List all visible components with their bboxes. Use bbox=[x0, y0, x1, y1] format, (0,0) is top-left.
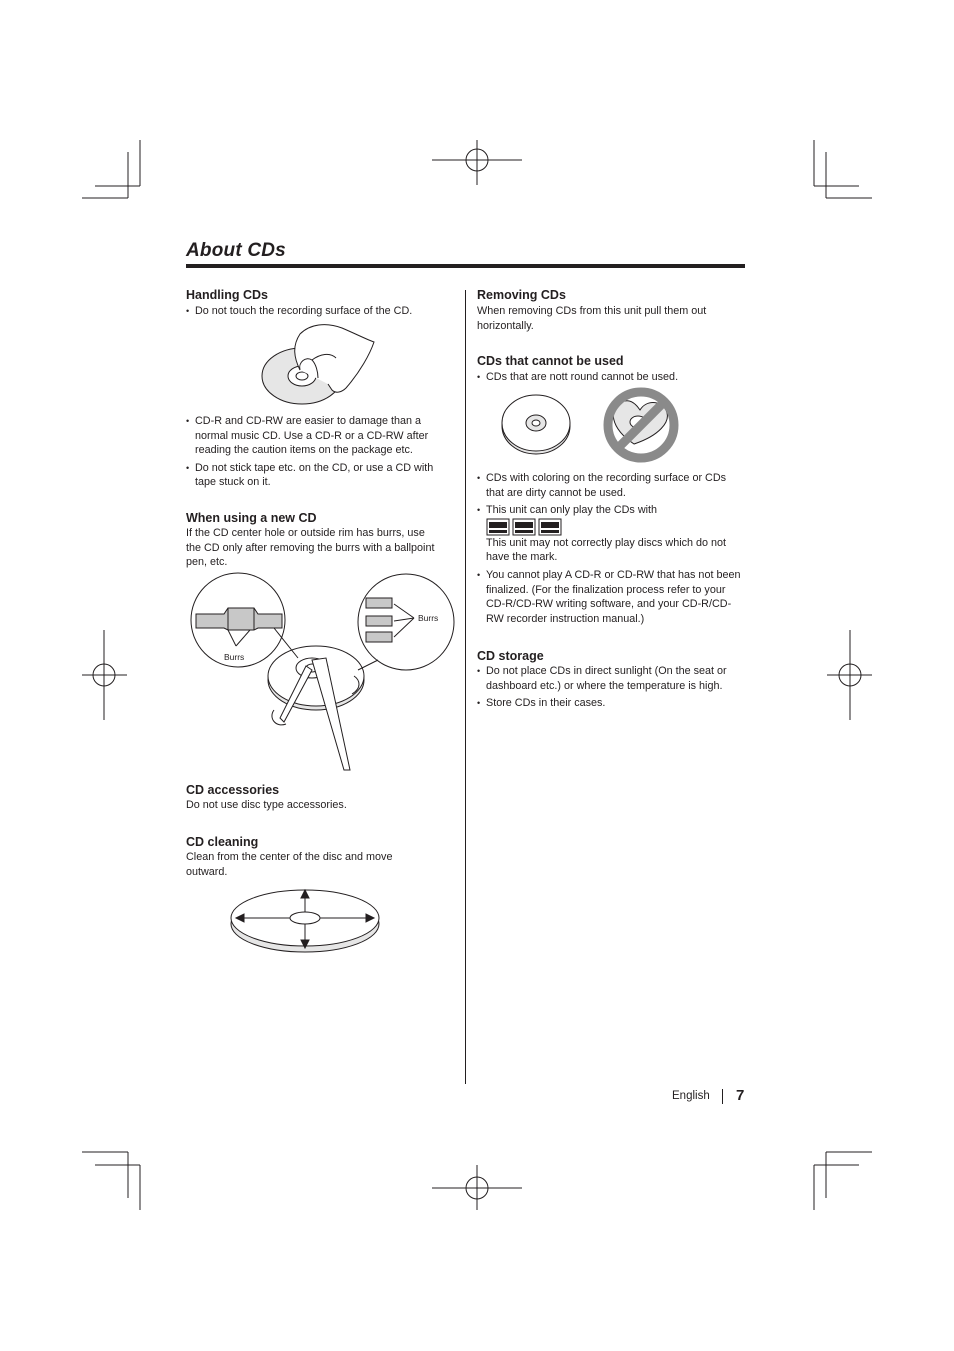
burrs-label-left: Burrs bbox=[224, 652, 245, 662]
cannot-list-1 bbox=[477, 370, 745, 388]
play-note: This unit may not correctly play discs which do not have the mark. bbox=[486, 536, 727, 564]
heading-cleaning: CD cleaning bbox=[186, 835, 259, 849]
accessories-text: Do not use disc type accessories. bbox=[186, 799, 347, 811]
storage-list bbox=[477, 664, 739, 714]
removing-text: When removing CDs from this unit pull them out horizontally. bbox=[477, 305, 707, 332]
heading-new-cd: When using a new CD bbox=[186, 511, 317, 525]
footer-language: English bbox=[672, 1090, 710, 1102]
new-cd-text: If the CD center hole or outside rim has burrs, use the CD only after removing the burrs with a ballpoint pen, etc. bbox=[186, 527, 435, 569]
play-text: This unit can only play the CDs with bbox=[486, 504, 658, 517]
list-item: • Do not place CDs in direct sunlight (On the seat or dashboard etc.) or where the temperature is high. bbox=[477, 664, 739, 693]
list-item: • Do not touch the recording surface of the CD. bbox=[186, 304, 456, 319]
cleaning-disc-figure bbox=[228, 884, 383, 956]
burrs-removal-figure bbox=[188, 570, 458, 775]
list-item: • You cannot play A CD-R or CD-RW that has not been finalized. (For the finalization process refer to your CD-R/CD-RW writing software, and your CD-R/CD-RW recorder instruction manual.) bbox=[477, 568, 745, 626]
list-item: • CDs with coloring on the recording surface or CDs that are dirty cannot be used. bbox=[477, 471, 745, 500]
list-item: • CD-R and CD-RW are easier to damage than a normal music CD. Use a CD-R or a CD-RW after reading the caution items on the package etc. bbox=[186, 414, 454, 458]
burrs-label-right: Burrs bbox=[418, 613, 439, 623]
title-rule bbox=[186, 264, 745, 268]
hand-touching-cd-figure bbox=[260, 320, 380, 406]
list-item: • Do not stick tape etc. on the CD, or use a CD with tape stuck on it. bbox=[186, 461, 454, 490]
cannot-list-2 bbox=[477, 471, 745, 629]
page-title: About CDs bbox=[186, 240, 286, 261]
heading-handling: Handling CDs bbox=[186, 288, 268, 302]
footer-separator bbox=[722, 1089, 723, 1104]
column-divider bbox=[465, 290, 466, 1084]
heading-cannot-use: CDs that cannot be used bbox=[477, 354, 624, 368]
disc-logos-icon bbox=[486, 518, 564, 536]
heading-removing: Removing CDs bbox=[477, 288, 566, 302]
list-item: • Store CDs in their cases. bbox=[477, 696, 739, 711]
list-item: • CDs that are nott round cannot be used. bbox=[477, 370, 745, 385]
non-round-cd-figure bbox=[500, 386, 682, 466]
handling-list-2 bbox=[186, 414, 454, 493]
handling-list-1 bbox=[186, 304, 456, 322]
cleaning-text: Clean from the center of the disc and move outward. bbox=[186, 851, 393, 878]
page-number: 7 bbox=[736, 1087, 745, 1104]
heading-accessories: CD accessories bbox=[186, 783, 280, 797]
list-item bbox=[477, 503, 745, 565]
heading-storage: CD storage bbox=[477, 649, 544, 663]
